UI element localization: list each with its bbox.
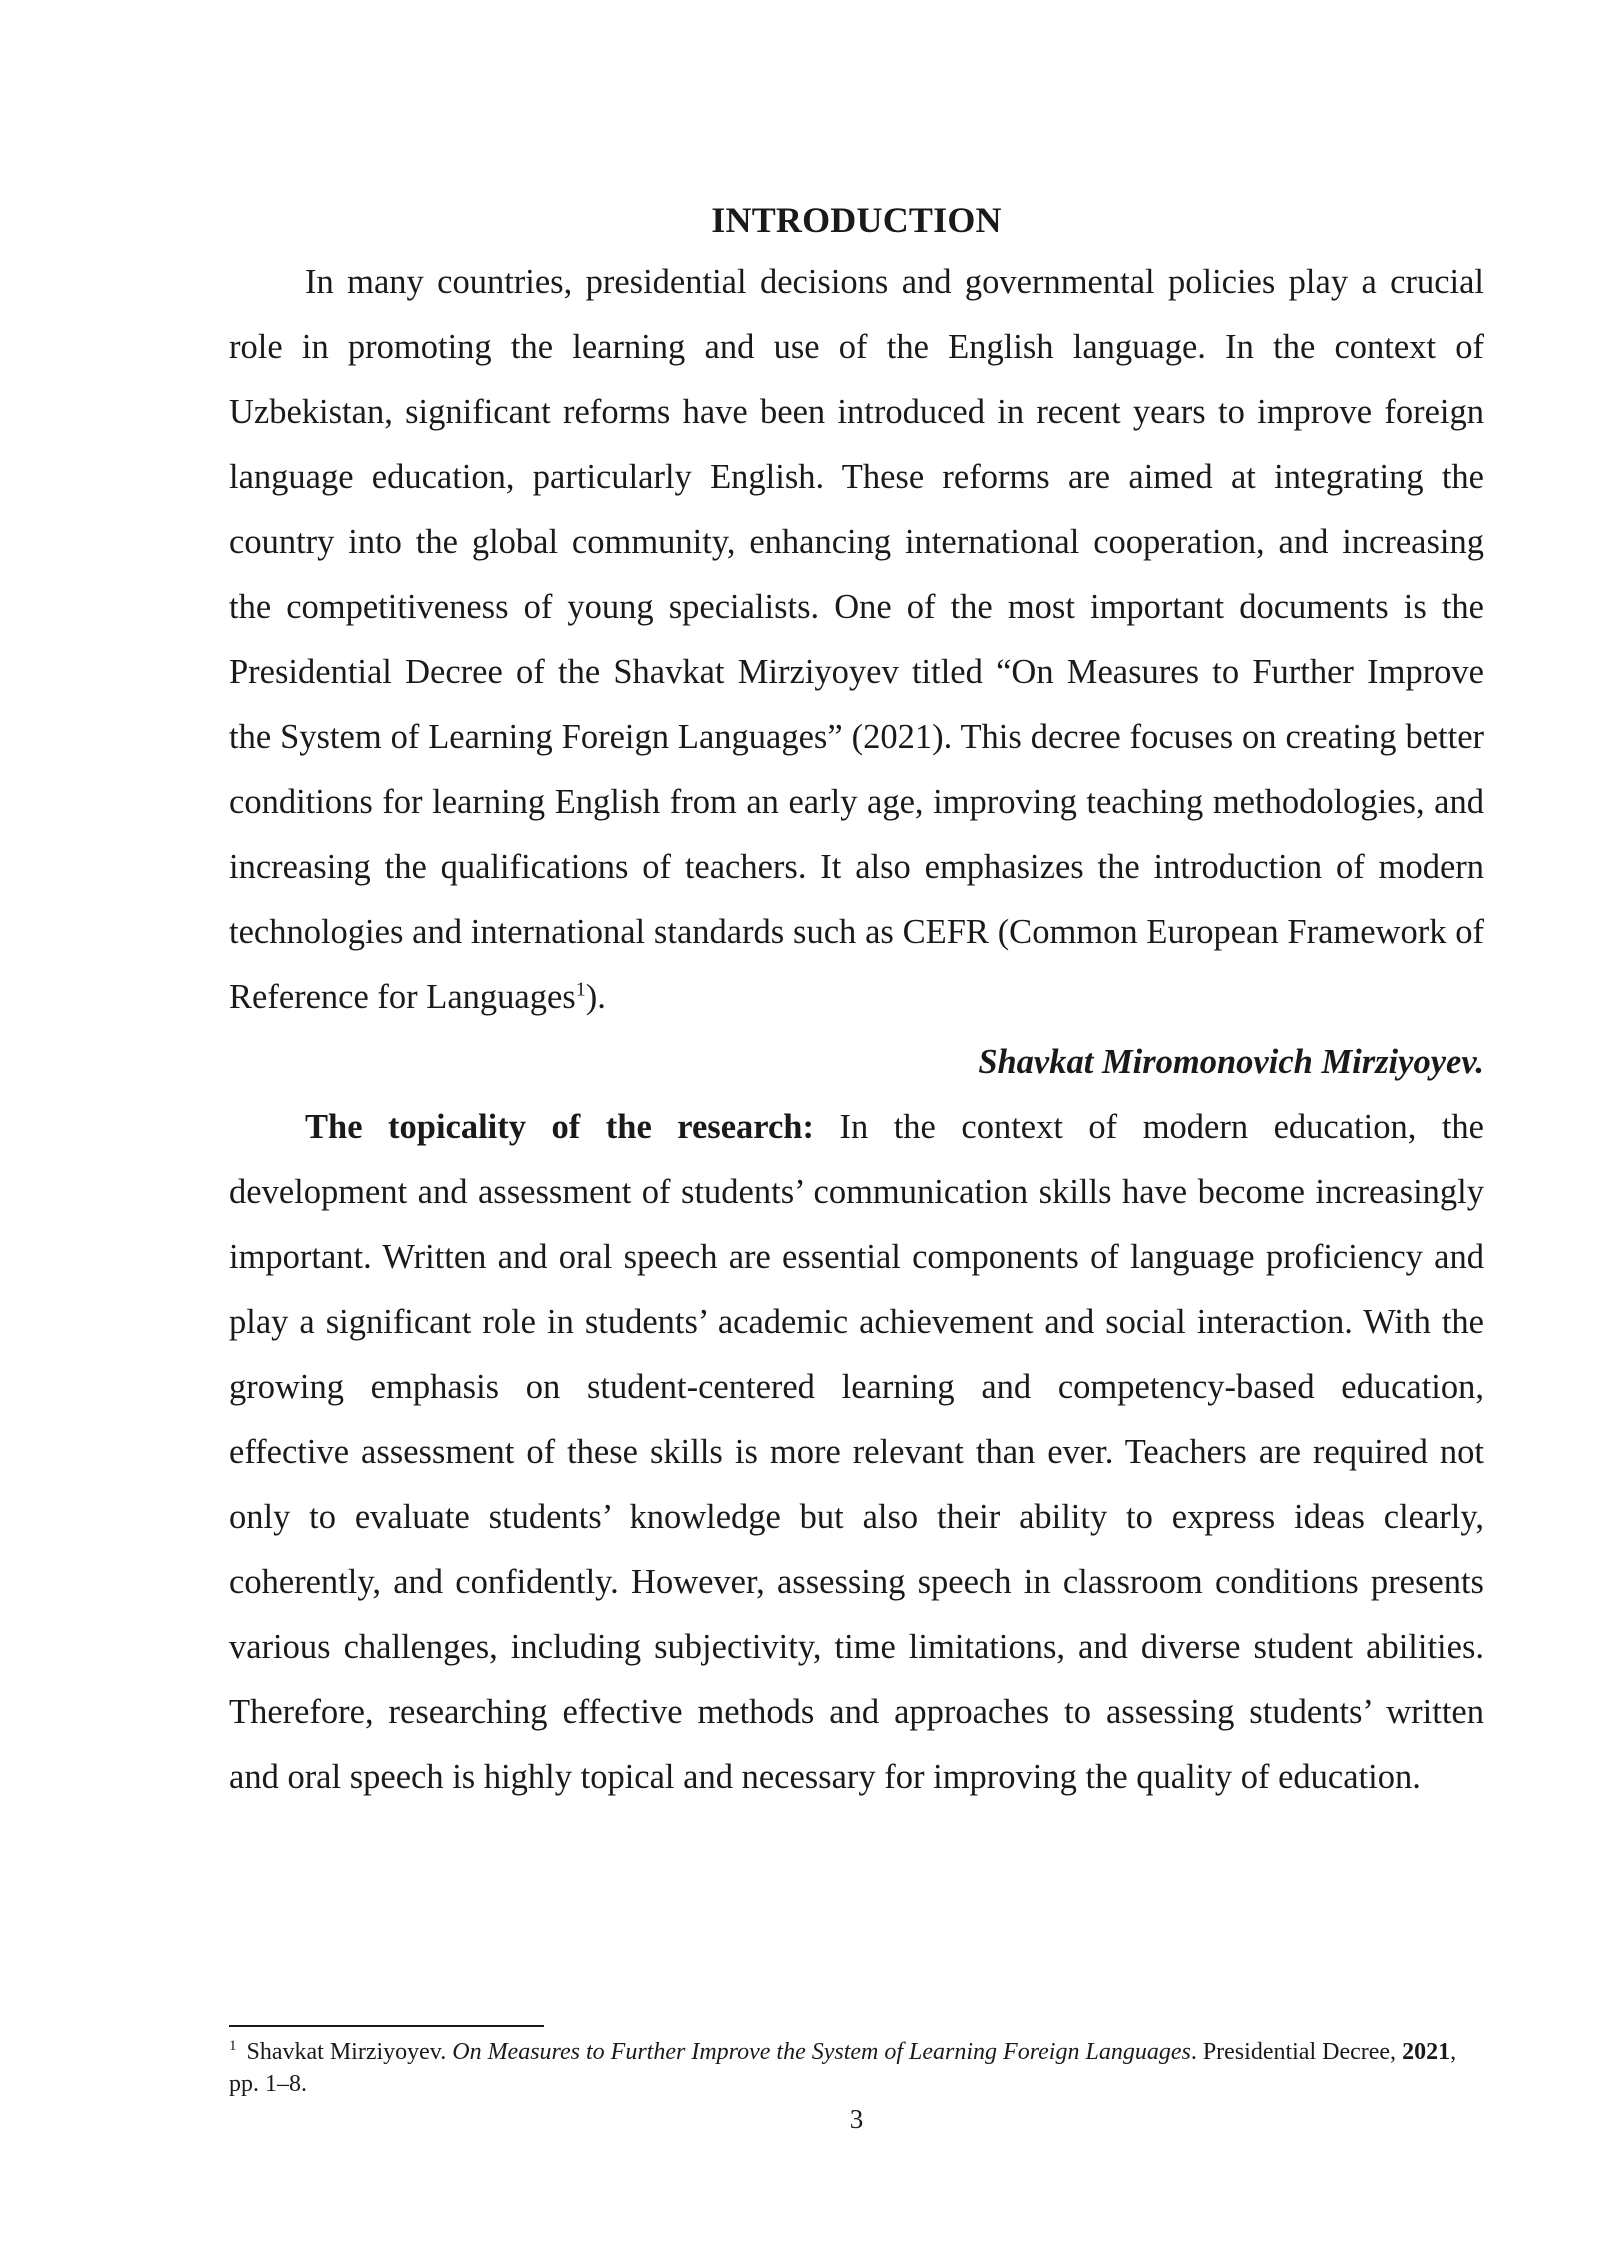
footnote-year: 2021	[1402, 2039, 1451, 2065]
footnote-reference[interactable]: 1	[575, 978, 586, 1001]
author-signature: Shavkat Miromonovich Mirziyoyev.	[978, 1043, 1484, 1081]
topicality-paragraph	[229, 1095, 1484, 1810]
page-number: 3	[849, 2104, 864, 2134]
topicality-text: In the context of modern education, the development and assessment of students’ communication skills have become increasingly important. Written and oral speech are essential components of language proficiency and play a significant role in students’ academic achievement and social interaction. With the growing emphasis on student-centered learning and competency-based education, effective assessment of these skills is more relevant than ever. Teachers are required not only to evaluate students’ knowledge but also their ability to express ideas clearly, coherently, and confidently. However, assessing speech in classroom conditions presents various challenges, including subjectivity, time limitations, and diverse student abilities. Therefore, researching effective methods and approaches to assessing students’ written and oral speech is highly topical and necessary for improving the quality of education.	[229, 1108, 1484, 1796]
footnote-title: On Measures to Further Improve the System of Learning Foreign Languages	[452, 2039, 1191, 2065]
footnote-author: Shavkat Mirziyoyev.	[246, 2039, 453, 2065]
intro-paragraph	[229, 250, 1484, 1030]
footnote-pages: , pp. 1–8.	[229, 2039, 1457, 2097]
page-body	[229, 190, 1484, 1810]
topicality-lead: The topicality of the research:	[305, 1108, 814, 1146]
footnote-number: 1	[229, 2038, 237, 2054]
intro-paragraph-tail: ).	[585, 978, 606, 1016]
section-heading: INTRODUCTION	[711, 200, 1002, 240]
footnote-source: . Presidential Decree,	[1190, 2039, 1403, 2065]
intro-paragraph-text: In many countries, presidential decisions and governmental policies play a crucial role in promoting the learning and use of the English language. In the context of Uzbekistan, significant reforms have been introduced in recent years to improve foreign language education, particularly English. These reforms are aimed at integrating the country into the global community, enhancing international cooperation, and increasing the competitiveness of young specialists. One of the most important documents is the Presidential Decree of the Shavkat Mirziyoyev titled “On Measures to Further Improve the System of Learning Foreign Languages” (2021). This decree focuses on creating better conditions for learning English from an early age, improving teaching methodologies, and increasing the qualifications of teachers. It also emphasizes the introduction of modern technologies and international standards such as CEFR (Common European Framework of Reference for Languages	[229, 263, 1484, 1016]
footnote-divider	[229, 2025, 544, 2027]
footnote	[229, 2036, 1484, 2100]
